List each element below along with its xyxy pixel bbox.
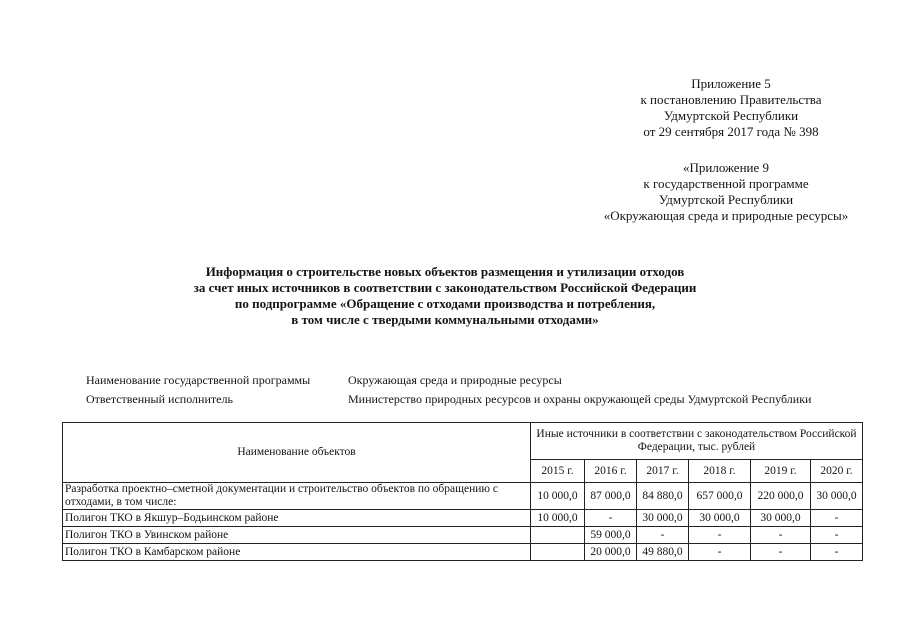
table-row (63, 544, 863, 561)
appendix-line: от 29 сентября 2017 года № 398 (643, 124, 819, 139)
object-name: Полигон ТКО в Якшур–Бодьинском районе (63, 510, 531, 527)
value-cell: 10 000,0 (531, 483, 585, 510)
appendix-line: «Окружающая среда и природные ресурсы» (603, 208, 849, 223)
program-row (86, 373, 562, 388)
objects-name-header: Наименование объектов (63, 423, 531, 483)
title-line: за счет иных источников в соответствии с законодательством Российской Федерации (193, 280, 697, 295)
value-cell: 49 880,0 (637, 544, 689, 561)
program-value: Окружающая среда и природные ресурсы (348, 373, 562, 387)
value-cell: 59 000,0 (585, 527, 637, 544)
value-cell: - (637, 527, 689, 544)
value-cell: 657 000,0 (689, 483, 751, 510)
value-cell: 87 000,0 (585, 483, 637, 510)
executor-value: Министерство природных ресурсов и охраны окружающей среды Удмуртской Республики (348, 392, 812, 406)
sources-header: Иные источники в соответствии с законодательством Российской Федерации, тыс. рублей (531, 423, 863, 460)
value-cell (531, 544, 585, 561)
value-cell: 30 000,0 (637, 510, 689, 527)
table-row (63, 483, 863, 510)
value-cell: - (811, 510, 863, 527)
appendix-line: Приложение 5 (691, 76, 771, 91)
value-cell (531, 527, 585, 544)
appendix-line: к постановлению Правительства (640, 92, 822, 107)
year-header: 2020 г. (811, 460, 863, 483)
year-header: 2019 г. (751, 460, 811, 483)
value-cell: - (751, 527, 811, 544)
appendix-line: Удмуртской Республики (658, 192, 794, 207)
year-header: 2018 г. (689, 460, 751, 483)
appendix-header (596, 76, 866, 140)
document-title (60, 264, 830, 328)
value-cell: - (585, 510, 637, 527)
object-name: Разработка проектно–сметной документации и строительство объектов по обращению с отходами, в том числе: (63, 483, 531, 510)
value-cell: - (751, 544, 811, 561)
value-cell: - (689, 544, 751, 561)
year-header: 2015 г. (531, 460, 585, 483)
appendix-line: Удмуртской Республики (663, 108, 799, 123)
value-cell: 30 000,0 (811, 483, 863, 510)
value-cell: - (689, 527, 751, 544)
table-row (63, 527, 863, 544)
program-appendix-header (566, 160, 886, 224)
objects-table (62, 422, 863, 561)
executor-label: Ответственный исполнитель (86, 392, 233, 406)
appendix-line: «Приложение 9 (682, 160, 770, 175)
value-cell: - (811, 527, 863, 544)
value-cell: 84 880,0 (637, 483, 689, 510)
year-header: 2016 г. (585, 460, 637, 483)
value-cell: 220 000,0 (751, 483, 811, 510)
value-cell: 30 000,0 (751, 510, 811, 527)
title-line: в том числе с твердыми коммунальными отходами» (291, 312, 599, 327)
value-cell: 20 000,0 (585, 544, 637, 561)
value-cell: 10 000,0 (531, 510, 585, 527)
value-cell: 30 000,0 (689, 510, 751, 527)
object-name: Полигон ТКО в Увинском районе (63, 527, 531, 544)
title-line: Информация о строительстве новых объектов размещения и утилизации отходов (205, 264, 685, 279)
executor-row (86, 392, 812, 407)
object-name: Полигон ТКО в Камбарском районе (63, 544, 531, 561)
appendix-line: к государственной программе (643, 176, 809, 191)
value-cell: - (811, 544, 863, 561)
title-line: по подпрограмме «Обращение с отходами производства и потребления, (234, 296, 656, 311)
program-label: Наименование государственной программы (86, 373, 311, 387)
year-header: 2017 г. (637, 460, 689, 483)
table-row (63, 510, 863, 527)
